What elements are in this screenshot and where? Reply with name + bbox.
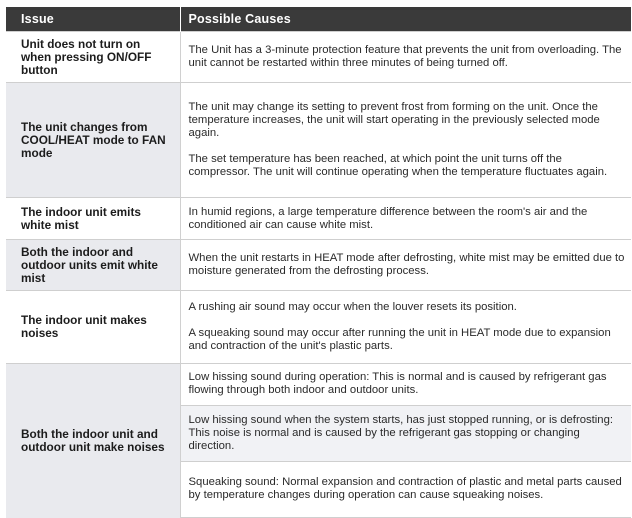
- table-row: [6, 198, 631, 240]
- causes-subcell: [180, 406, 631, 462]
- cause-text: The unit may change its setting to prevent frost from forming on the unit. Once the temperature increases, the unit will start operating in the previously selected mode again.: [188, 101, 600, 139]
- table-row: [6, 32, 631, 83]
- issue-cell: Unit does not turn on when pressing ON/OFF button: [6, 32, 180, 83]
- cause-text: Low hissing sound when the system starts, has just stopped running, or is defrosting: This noise is normal and is caused by the refrigerant gas stopping or changing direction.: [188, 413, 613, 452]
- causes-cell: [180, 83, 631, 198]
- cause-text: When the unit restarts in HEAT mode after defrosting, white mist may be emitted due to moisture generated from the defrosting process.: [188, 252, 625, 277]
- cause-text: In humid regions, a large temperature difference between the room's air and the conditioned air can cause white mist.: [188, 205, 588, 231]
- causes-cell: [180, 240, 631, 291]
- cause-text: Squeaking sound: Normal expansion and contraction of plastic and metal parts caused by temperature changes during operation can cause squeaking noises.: [188, 476, 622, 501]
- cause-text: The Unit has a 3-minute protection feature that prevents the unit from overloading. The unit cannot be restarted within three minutes of being turned off.: [188, 44, 622, 69]
- cause-text: The set temperature has been reached, at which point the unit turns off the compressor. The unit will continue operating when the temperature fluctuates again.: [188, 153, 608, 178]
- causes-column-header: Possible Causes: [180, 7, 631, 32]
- issue-column-header: Issue: [6, 7, 180, 32]
- causes-subcell: [180, 364, 631, 406]
- cause-text: Low hissing sound during operation: This is normal and is caused by refrigerant gas flowing through both indoor and outdoor units.: [188, 371, 607, 396]
- causes-cell: [180, 32, 631, 83]
- causes-cell: [180, 198, 631, 240]
- causes-cell: [180, 291, 631, 364]
- issue-cell: The indoor unit makes noises: [6, 291, 180, 364]
- table-header-row: [6, 7, 631, 32]
- table-row: [6, 83, 631, 198]
- troubleshooting-table: [6, 7, 631, 518]
- issue-cell: Both the indoor and outdoor units emit white mist: [6, 240, 180, 291]
- issue-cell: The indoor unit emits white mist: [6, 198, 180, 240]
- cause-text: A squeaking sound may occur after running the unit in HEAT mode due to expansion and contraction of the unit's plastic parts.: [188, 327, 611, 352]
- issue-cell: The unit changes from COOL/HEAT mode to FAN mode: [6, 83, 180, 198]
- causes-subcell: [180, 462, 631, 518]
- issue-cell: Both the indoor unit and outdoor unit make noises: [6, 364, 180, 518]
- table-row: [6, 240, 631, 291]
- table-row: [6, 291, 631, 364]
- cause-text: A rushing air sound may occur when the louver resets its position.: [188, 301, 517, 313]
- table-row: [6, 364, 631, 406]
